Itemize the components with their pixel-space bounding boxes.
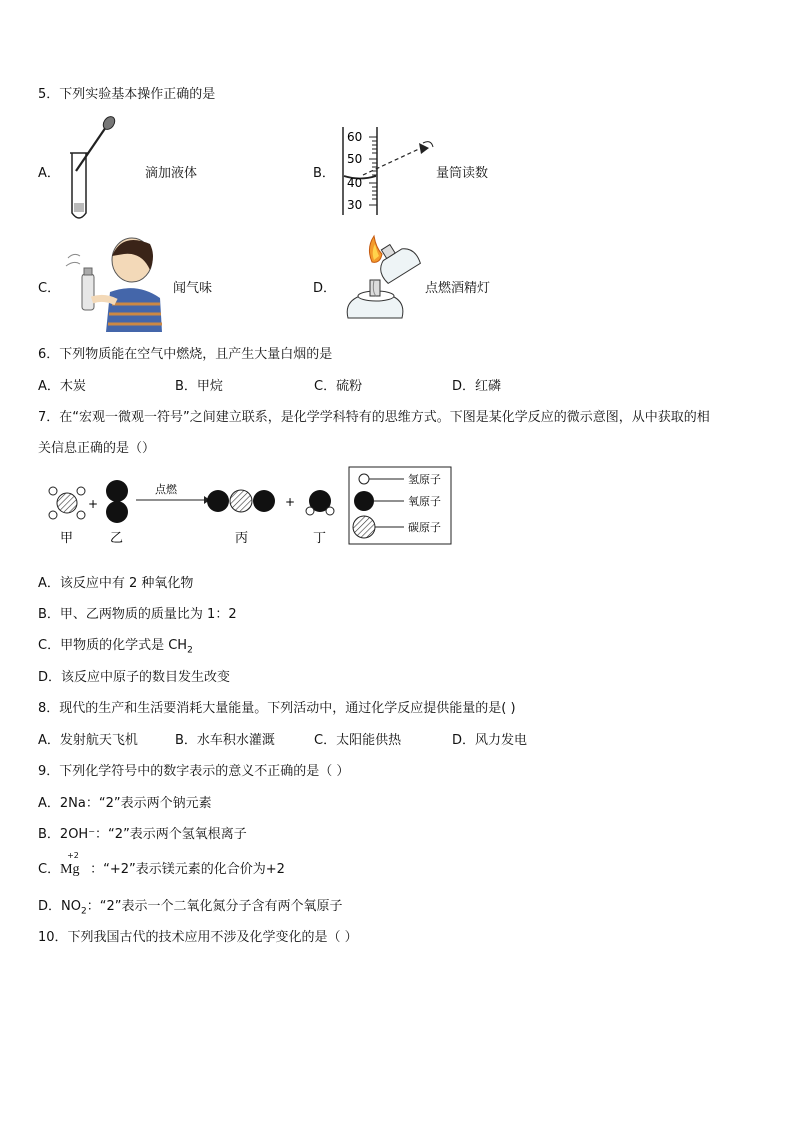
q5-stem: 5．下列实验基本操作正确的是 [38,87,216,102]
legend-box [349,467,451,544]
q6-option-b[interactable]: B．甲烷 [175,379,223,394]
q7-stem-line2: 关信息正确的是（） [38,441,156,456]
label-jia: 甲 [60,531,74,546]
q7-stem-line1: 7．在“宏观一微观一符号”之间建立联系，是化学学科特有的思维方式。下图是某化学反应的微示意图，从中获取的相 [38,410,710,425]
q7-option-d[interactable]: D．该反应中原子的数目发生改变 [38,670,231,685]
label-ding: 丁 [313,531,327,546]
legend-hydrogen: 氢原子 [408,473,441,486]
q10-stem: 10．下列我国古代的技术应用不涉及化学变化的是（ ） [38,930,358,945]
q8-option-b[interactable]: B．水车积水灌溉 [175,733,275,748]
q5-option-b-text: 量筒读数 [436,166,489,181]
q9-option-c[interactable]: C． +2 Mg ：“+2”表示镁元素的化合价为+2 [38,851,285,877]
tick-label: 60 [347,130,363,144]
reaction-condition: 点燃 [155,483,177,496]
legend-carbon: 碳原子 [408,521,441,534]
q5-option-a-text: 滴加液体 [145,166,198,181]
label-yi: 乙 [110,531,124,546]
q9-stem: 9．下列化学符号中的数字表示的意义不正确的是（ ） [38,764,350,779]
tick-label: 40 [347,176,363,190]
q5-option-d-text: 点燃酒精灯 [425,281,491,296]
q6-option-a[interactable]: A．木炭 [38,379,86,394]
q7-option-b[interactable]: B．甲、乙两物质的质量比为 1：2 [38,607,237,622]
molecule-yi [106,480,128,523]
q5-option-c-text: 闻气味 [173,281,213,296]
measuring-cylinder-illustration [335,123,440,218]
q9-option-b[interactable]: B．2OH⁻：“2”表示两个氢氧根离子 [38,827,247,842]
molecule-bing [207,490,275,512]
plus-sign: + [285,495,296,509]
q6-option-d[interactable]: D．红磷 [452,379,502,394]
q8-option-c[interactable]: C．太阳能供热 [314,733,402,748]
q9-option-d[interactable]: D．$NO_2$：“2”表示一个二氧化氮分子含有两个氧原子 [38,899,343,917]
q8-option-a[interactable]: A．发射航天飞机 [38,733,138,748]
molecule-ding [306,490,334,515]
alcohol-lamp-illustration [336,232,424,334]
tick-label: 50 [347,152,363,166]
q6-stem: 6．下列物质能在空气中燃烧，且产生大量白烟的是 [38,347,333,362]
molecule-jia [49,487,85,519]
plus-sign: + [88,497,99,511]
q5-option-d-letter[interactable]: D． [313,281,337,296]
eye-icon [419,143,429,154]
reaction-diagram [38,464,458,548]
q9-option-a[interactable]: A．2Na：“2”表示两个钠元素 [38,796,212,811]
q6-option-c[interactable]: C．硫粉 [314,379,363,394]
q8-option-d[interactable]: D．风力发电 [452,733,528,748]
q5-option-a-letter[interactable]: A． [38,166,60,181]
q8-stem: 8．现代的生产和生活要消耗大量能量。下列活动中，通过化学反应提供能量的是( ) [38,701,516,716]
dropper-test-tube-illustration [62,115,122,227]
smelling-illustration [62,232,166,334]
q5-option-b-letter[interactable]: B． [313,166,335,181]
q7-option-c[interactable]: C．甲物质的化学式是 $CH_2$ [38,638,193,656]
label-bing: 丙 [235,531,249,546]
mg-valence-symbol: +2 Mg [60,851,80,877]
legend-oxygen: 氧原子 [408,495,441,508]
tick-label: 30 [347,198,363,212]
q7-option-a[interactable]: A．该反应中有 2 种氧化物 [38,576,194,591]
q5-option-c-letter[interactable]: C． [38,281,61,296]
